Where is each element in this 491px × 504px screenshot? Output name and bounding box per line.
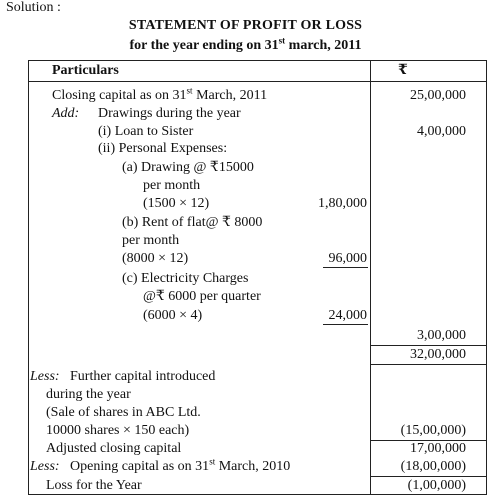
drawing-line1: (a) Drawing @ ₹15000 xyxy=(122,160,254,175)
personal-expenses-total: 3,00,000 xyxy=(417,328,466,343)
further-capital-line1: Further capital introduced xyxy=(70,369,216,384)
drawing-line2: per month xyxy=(143,178,201,193)
table-header-border xyxy=(28,81,486,82)
subtotal-bottom-rule xyxy=(371,364,486,365)
rent-line3: (8000 × 12) xyxy=(122,251,189,266)
drawing-line3: (1500 × 12) xyxy=(143,196,210,211)
adjusted-amount: 17,00,000 xyxy=(410,441,466,456)
opening-capital-amount: (18,00,000) xyxy=(400,459,466,474)
loss-label: Loss for the Year xyxy=(46,478,142,493)
elec-line1: (c) Electricity Charges xyxy=(122,271,249,286)
opening-capital-rule xyxy=(371,476,486,477)
rent-line1: (b) Rent of flat@ ₹ 8000 xyxy=(122,215,263,230)
statement-subtitle: for the year ending on 31st march, 2011 xyxy=(129,35,362,53)
opening-capital-label: Opening capital as on 31st March, 2010 xyxy=(70,456,291,474)
further-capital-line4: 10000 shares × 150 each) xyxy=(46,423,190,438)
statement-title: STATEMENT OF PROFIT OR LOSS xyxy=(128,18,363,33)
rent-line2: per month xyxy=(122,233,180,248)
elec-amount-underline xyxy=(323,324,368,325)
adjusted-label: Adjusted closing capital xyxy=(46,441,182,456)
table-bottom-border xyxy=(28,494,486,495)
header-amount: ₹ xyxy=(398,63,408,78)
loan-to-sister-label: (i) Loan to Sister xyxy=(98,124,194,139)
table-column-divider xyxy=(370,60,371,495)
further-capital-line3: (Sale of shares in ABC Ltd. xyxy=(46,405,201,420)
further-capital-amount: (15,00,000) xyxy=(400,423,466,438)
less-label-2: Less: xyxy=(30,459,60,474)
rent-amount-underline xyxy=(323,267,368,268)
subtotal-rule xyxy=(371,345,486,346)
elec-line2: @₹ 6000 per quarter xyxy=(143,289,261,304)
further-capital-line2: during the year xyxy=(46,387,131,402)
loan-to-sister-amount: 4,00,000 xyxy=(417,124,466,139)
table-left-border xyxy=(28,60,29,495)
less-label: Less: xyxy=(30,369,60,384)
table-top-border xyxy=(28,60,486,61)
add-label: Add: xyxy=(52,106,80,121)
subtotal-amount: 32,00,000 xyxy=(410,347,466,362)
header-particulars: Particulars xyxy=(52,63,119,78)
elec-amount: 24,000 xyxy=(328,308,367,323)
closing-capital-amount: 25,00,000 xyxy=(410,88,466,103)
loss-amount: (1,00,000) xyxy=(407,478,466,493)
elec-line3: (6000 × 4) xyxy=(143,308,203,323)
table-right-border xyxy=(486,60,487,495)
rent-amount: 96,000 xyxy=(328,251,367,266)
solution-label: Solution : xyxy=(6,0,61,15)
drawing-amount: 1,80,000 xyxy=(318,196,367,211)
personal-expenses-label: (ii) Personal Expenses: xyxy=(98,141,228,156)
closing-capital-label: Closing capital as on 31st March, 2011 xyxy=(52,85,268,103)
drawings-heading: Drawings during the year xyxy=(98,106,241,121)
